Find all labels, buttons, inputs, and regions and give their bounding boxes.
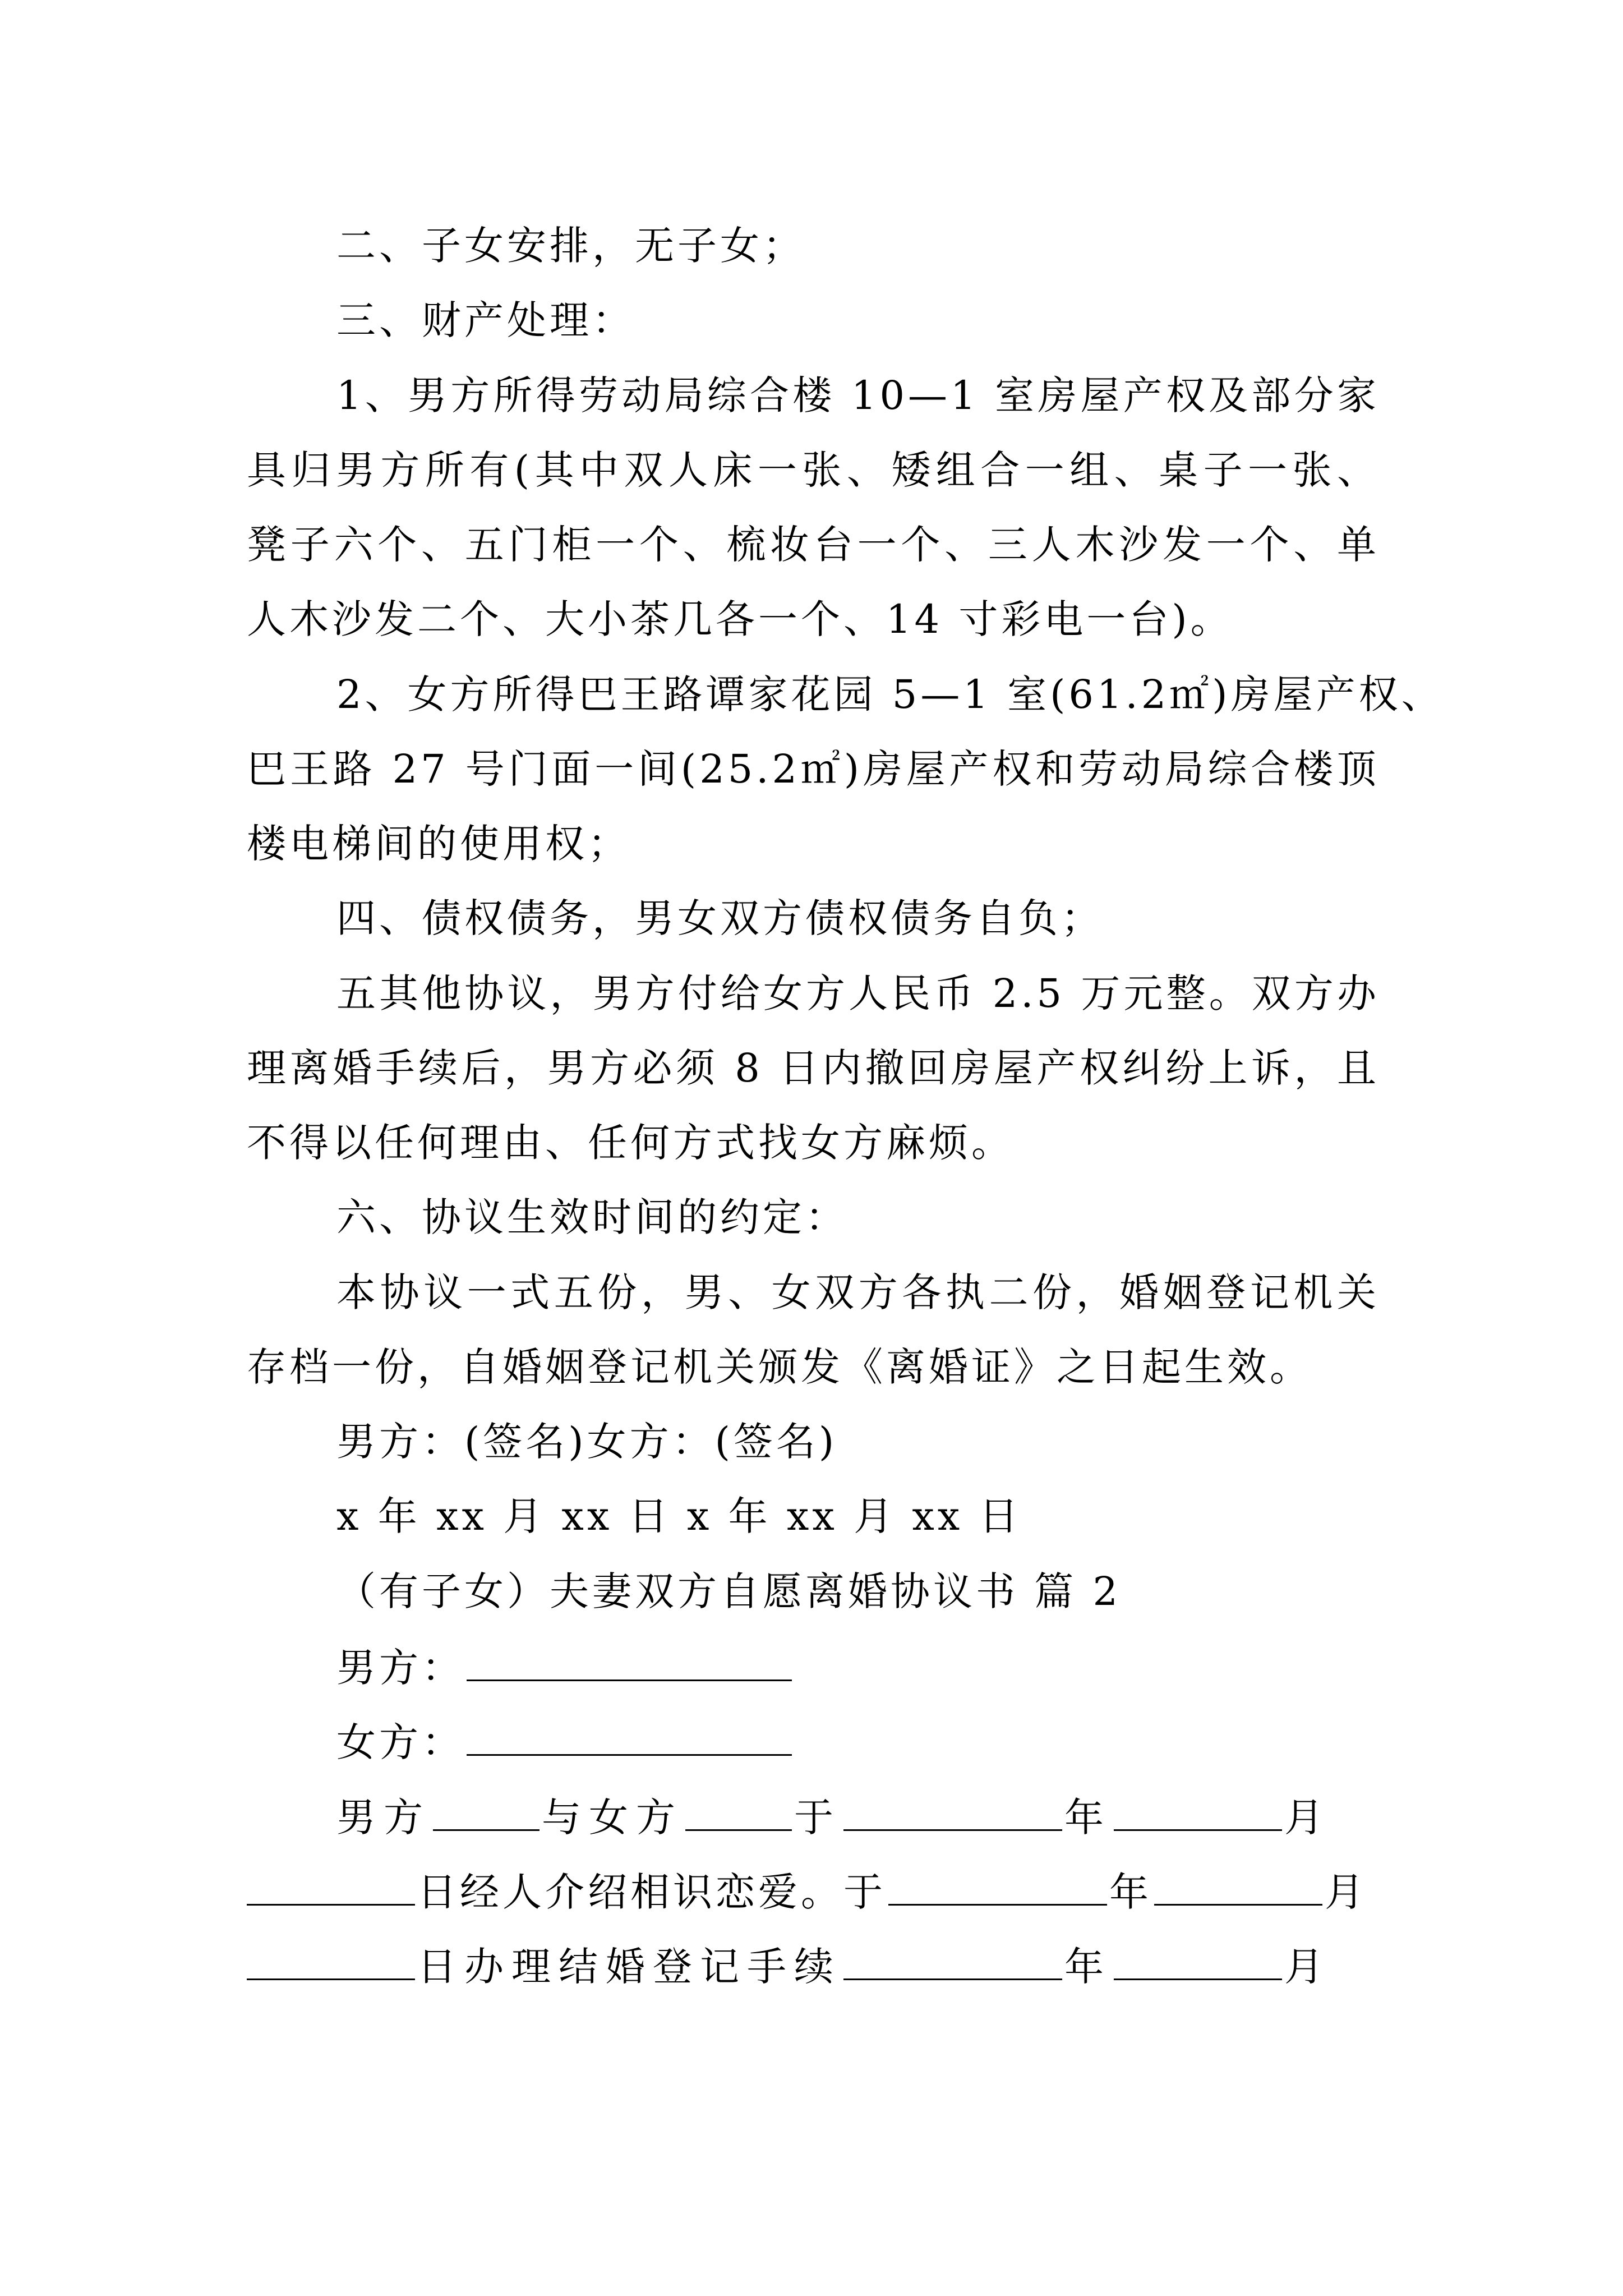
clause-effective-line-1: 本协议一式五份，男、女双方各执二份，婚姻登记机关 — [336, 1269, 1380, 1315]
form-text: 年 — [1064, 1795, 1112, 1841]
property-item-2-line-1: 2、女方所得巴王路谭家花园 5—1 室(61.2㎡)房屋产权、 — [336, 671, 1444, 717]
clause-debts: 四、债权债务，男女双方债权债务自负； — [336, 895, 1104, 941]
female-name-blank[interactable] — [467, 1713, 792, 1756]
male-name-blank[interactable] — [467, 1638, 792, 1681]
property-item-1-line-2: 具归男方所有(其中双人床一张、矮组合一组、桌子一张、 — [247, 447, 1380, 493]
marriage-form-line-3 — [247, 1937, 1380, 1995]
signature-line: 男方：(签名)女方：(签名) — [336, 1419, 838, 1465]
female-name-row — [336, 1713, 1380, 1770]
day-blank[interactable] — [247, 1862, 415, 1906]
male-blank[interactable] — [433, 1788, 540, 1831]
year-blank[interactable] — [843, 1788, 1062, 1831]
clause-effective-line-2: 存档一份，自婚姻登记机关颁发《离婚证》之日起生效。 — [247, 1344, 1312, 1390]
male-label: 男方： — [336, 1645, 464, 1691]
form-text: 于 — [794, 1795, 841, 1841]
month-blank[interactable] — [1154, 1862, 1322, 1906]
clause-other-line-2: 理离婚手续后，男方必须 8 日内撤回房屋产权纠纷上诉，且 — [247, 1045, 1380, 1091]
female-label: 女方： — [336, 1719, 464, 1765]
form-text: 日经人介绍相识恋爱。于 — [417, 1869, 886, 1915]
form-text: 年 — [1109, 1869, 1152, 1915]
month-blank[interactable] — [1114, 1937, 1282, 1980]
clause-other-line-3: 不得以任何理由、任何方式找女方麻烦。 — [247, 1120, 1014, 1166]
property-item-2-line-2: 巴王路 27 号门面一间(25.2㎡)房屋产权和劳动局综合楼顶 — [247, 746, 1380, 792]
form-text: 男方 — [336, 1795, 431, 1841]
form-text: 月 — [1325, 1869, 1367, 1915]
form-text: 月 — [1284, 1944, 1331, 1990]
property-item-2-line-3: 楼电梯间的使用权； — [247, 821, 630, 867]
marriage-form-line-2 — [247, 1862, 1380, 1920]
property-item-1-line-4: 人木沙发二个、大小茶几各一个、14 寸彩电一台)。 — [247, 596, 1233, 642]
female-blank[interactable] — [685, 1788, 792, 1831]
form-text: 月 — [1284, 1795, 1331, 1841]
male-name-row — [336, 1638, 1380, 1696]
day-blank[interactable] — [247, 1937, 415, 1980]
section-title-2: （有子女）夫妻双方自愿离婚协议书 篇 2 — [336, 1568, 1122, 1614]
form-text: 与女方 — [542, 1795, 683, 1841]
form-text: 日办理结婚登记手续 — [417, 1944, 841, 1990]
clause-property-heading: 三、财产处理： — [336, 297, 635, 343]
date-line: x 年 xx 月 xx 日 x 年 xx 月 xx 日 — [336, 1493, 1022, 1539]
property-item-1-line-3: 凳子六个、五门柜一个、梳妆台一个、三人木沙发一个、单 — [247, 522, 1380, 568]
clause-children: 二、子女安排，无子女； — [336, 223, 805, 269]
clause-effective-heading: 六、协议生效时间的约定： — [336, 1194, 848, 1240]
month-blank[interactable] — [1114, 1788, 1282, 1831]
property-item-1-line-1: 1、男方所得劳动局综合楼 10—1 室房屋产权及部分家 — [336, 372, 1380, 418]
marriage-form-line-1 — [336, 1788, 1380, 1846]
form-text: 年 — [1064, 1944, 1112, 1990]
clause-other-line-1: 五其他协议，男方付给女方人民币 2.5 万元整。双方办 — [336, 970, 1380, 1016]
year-blank[interactable] — [843, 1937, 1062, 1980]
year-blank[interactable] — [888, 1862, 1107, 1906]
